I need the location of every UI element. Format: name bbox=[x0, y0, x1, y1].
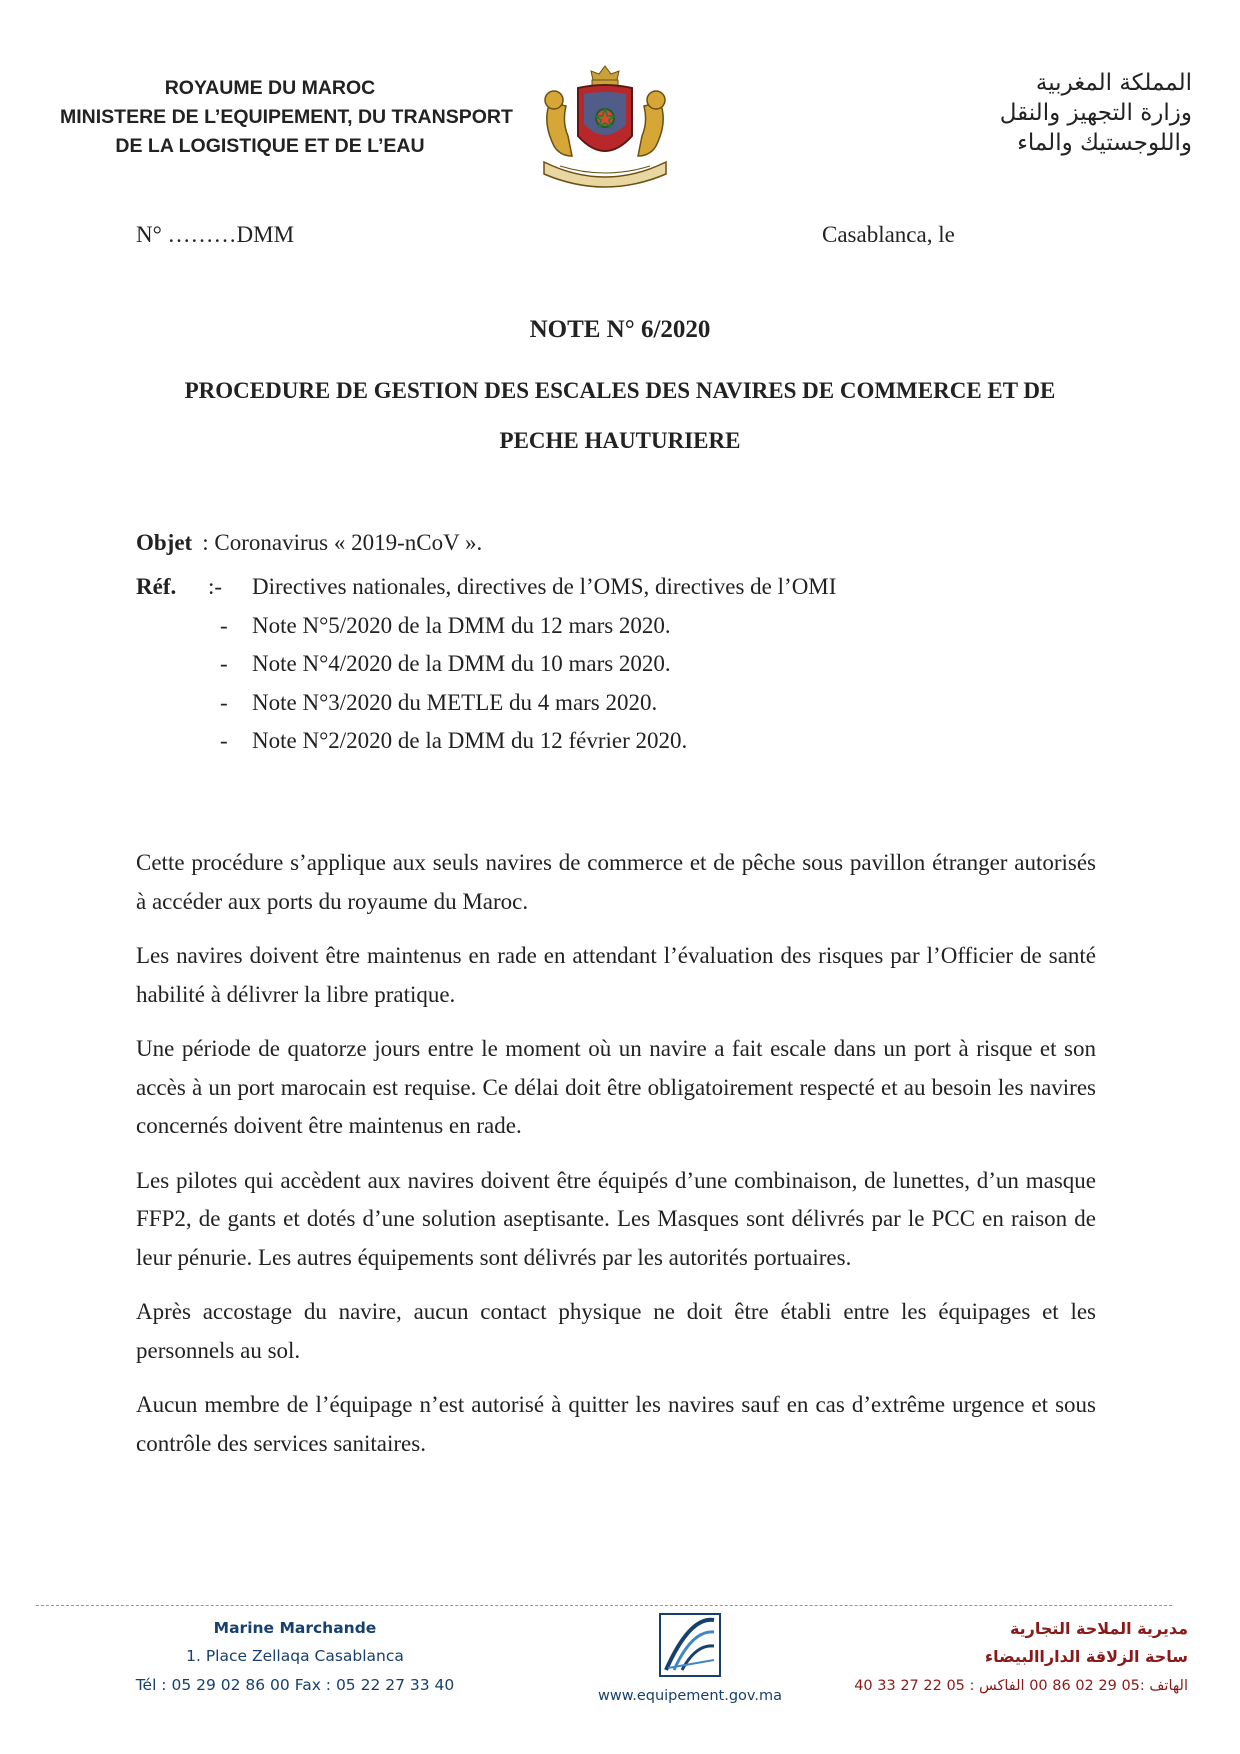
ministry-name-arabic-line1: وزارة التجهيز والنقل bbox=[999, 100, 1192, 126]
object-text: : Coronavirus « 2019-nCoV ». bbox=[202, 530, 483, 555]
object-line bbox=[136, 530, 482, 556]
footer-ministry-logo-block bbox=[568, 1612, 812, 1704]
body-paragraph: Les pilotes qui accèdent aux navires doivent être équipés d’une combinaison, de lunettes, d’un masque FFP2, de gants et dotés d’une solution aseptisante. Les Masques sont délivrés par le PCC en raison de leur pénurie. Les autres équipements sont délivrés par les autorités portuaires. bbox=[136, 1167, 1096, 1270]
note-title: NOTE N° 6/2020 bbox=[529, 316, 711, 343]
coat-of-arms-emblem bbox=[530, 62, 680, 190]
reference-item bbox=[136, 726, 1016, 765]
body-paragraph: Les navires doivent être maintenus en rade en attendant l’évaluation des risques par l’Officier de santé habilité à délivrer la libre pratique. bbox=[136, 943, 1096, 1007]
references-list bbox=[136, 572, 1016, 765]
list-dash: - bbox=[220, 728, 228, 753]
note-body bbox=[136, 844, 1096, 1479]
footer-address-arabic: ساحة الزلاقة الداراالبيضاء bbox=[984, 1647, 1188, 1666]
reference-text: Directives nationales, directives de l’OMS, directives de l’OMI bbox=[252, 574, 837, 599]
footer-phone-fax-arabic: الهاتف :05 29 02 86 00 الفاكس : 05 22 27 33 40 bbox=[854, 1678, 1188, 1694]
footer-phone-fax: Tél : 05 29 02 86 00 Fax : 05 22 27 33 40 bbox=[135, 1676, 455, 1694]
ministry-name-line2: DE LA LOGISTIQUE ET DE L’EAU bbox=[115, 135, 425, 157]
footer-contact-french bbox=[130, 1615, 460, 1700]
reference-text: Note N°3/2020 du METLE du 4 mars 2020. bbox=[252, 689, 658, 715]
footer-contact-arabic bbox=[808, 1615, 1188, 1701]
reference-text: Note N°2/2020 de la DMM du 12 février 2020. bbox=[252, 728, 688, 753]
body-paragraph: Une période de quatorze jours entre le moment où un navire a fait escale dans un port à risque et son accès à un port marocain est requise. Ce délai doit être obligatoirement respecté et au besoin les navires concernés doivent être maintenus en rade. bbox=[136, 1036, 1096, 1138]
reference-item bbox=[136, 611, 1016, 650]
ministry-name-arabic-line2: واللوجستيك والماء bbox=[1017, 130, 1192, 156]
footer-department: Marine Marchande bbox=[213, 1619, 377, 1637]
body-paragraph: Aucun membre de l’équipage n’est autorisé à quitter les navires sauf en cas d’extrême urgence et sous contrôle des services sanitaires. bbox=[136, 1392, 1096, 1456]
kingdom-name-arabic: المملكة المغربية bbox=[1035, 70, 1192, 96]
references-label: Réf. bbox=[136, 574, 177, 599]
ministry-logo-icon bbox=[658, 1612, 722, 1678]
reference-item bbox=[136, 688, 1016, 727]
list-dash: - bbox=[220, 651, 228, 676]
object-label: Objet bbox=[136, 530, 193, 555]
reference-text: Note N°5/2020 de la DMM du 12 mars 2020. bbox=[252, 612, 671, 638]
references-colon: :- bbox=[208, 574, 223, 599]
note-subject bbox=[0, 366, 1240, 466]
footer-website-link[interactable]: www.equipement.gov.ma bbox=[597, 1688, 782, 1704]
ministry-name-line1: MINISTERE DE L’EQUIPEMENT, DU TRANSPORT bbox=[60, 106, 513, 128]
reference-item bbox=[136, 649, 1016, 688]
reference-text: Note N°4/2020 de la DMM du 10 mars 2020. bbox=[252, 651, 671, 676]
footer-department-arabic: مديرية الملاحة التجارية bbox=[1009, 1619, 1188, 1638]
footer-address: 1. Place Zellaqa Casablanca bbox=[186, 1647, 404, 1665]
list-dash: - bbox=[220, 689, 228, 715]
ministry-header-arabic bbox=[812, 68, 1192, 158]
reference-item bbox=[136, 572, 1016, 611]
place-date: Casablanca, le bbox=[822, 222, 955, 247]
body-paragraph: Après accostage du navire, aucun contact physique ne doit être établi entre les équipages et les personnels au sol. bbox=[136, 1299, 1096, 1363]
document-number: N° ………DMM bbox=[136, 222, 295, 247]
list-dash: - bbox=[220, 612, 228, 638]
note-subject-line2: PECHE HAUTURIERE bbox=[499, 428, 741, 453]
kingdom-name: ROYAUME DU MAROC bbox=[164, 77, 376, 99]
footer-divider bbox=[36, 1605, 1172, 1606]
ministry-header-french bbox=[60, 74, 513, 161]
body-paragraph: Cette procédure s’applique aux seuls navires de commerce et de pêche sous pavillon étranger autorisés à accéder aux ports du royaume du Maroc. bbox=[136, 850, 1096, 914]
note-subject-line1: PROCEDURE DE GESTION DES ESCALES DES NAVIRES DE COMMERCE ET DE bbox=[184, 378, 1056, 403]
